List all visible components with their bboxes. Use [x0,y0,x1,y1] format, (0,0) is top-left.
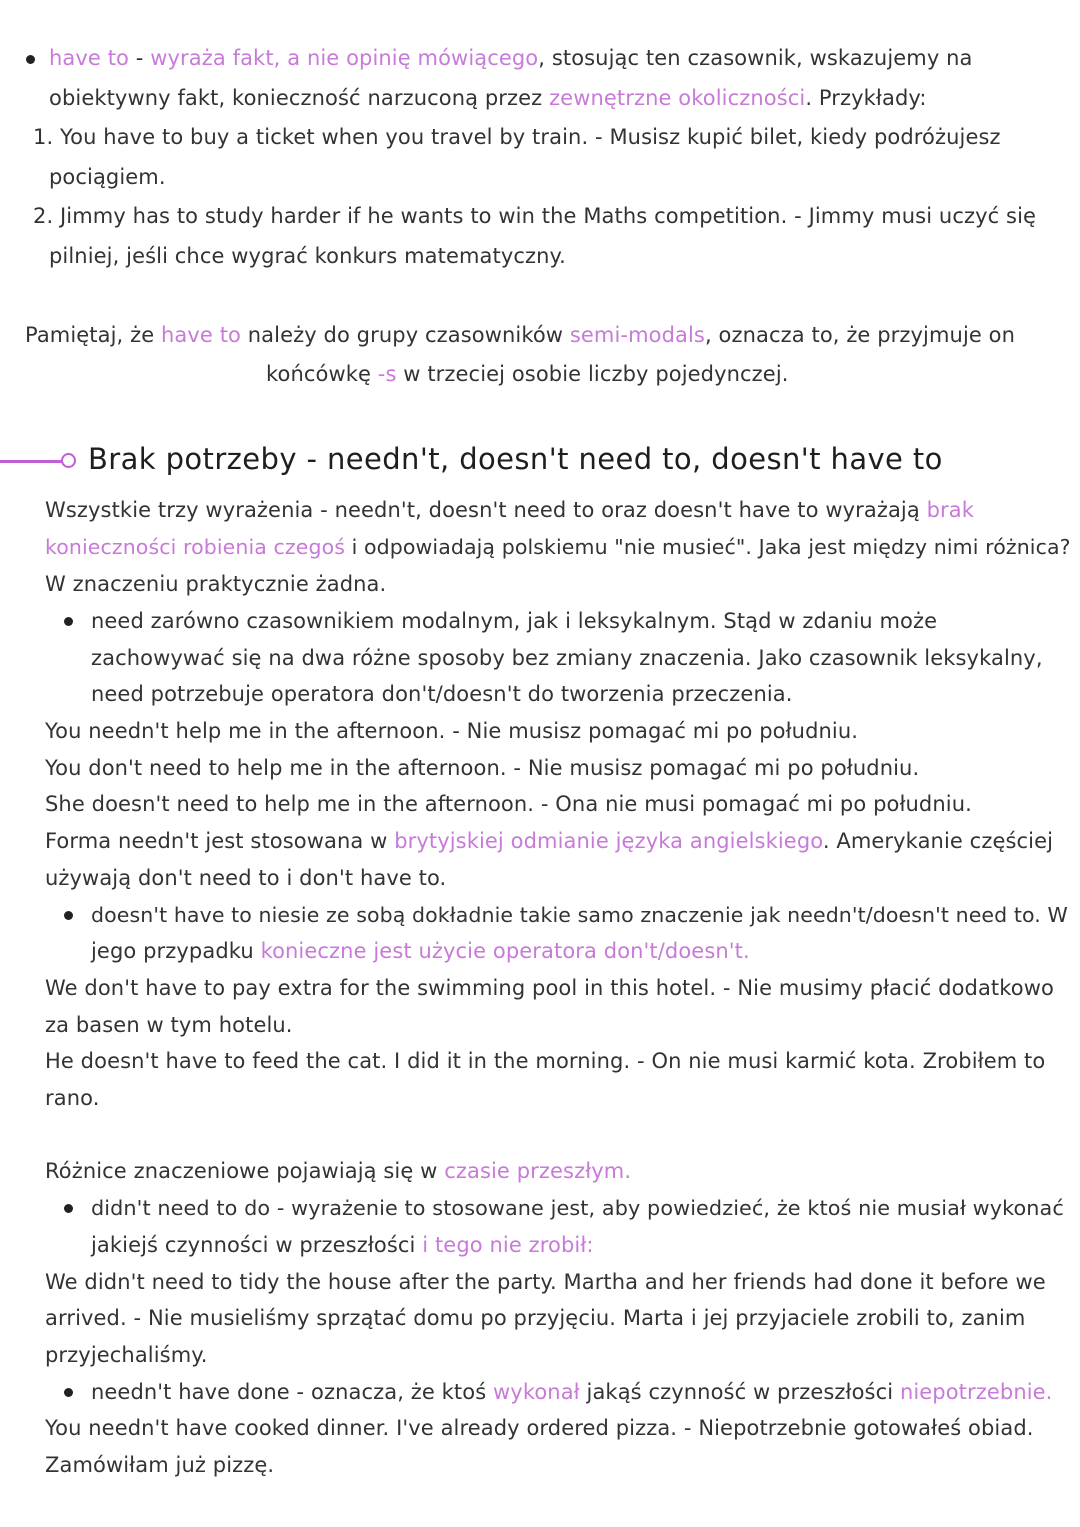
section-heading: Brak potrzeby - needn't, doesn't need to, doesn't have to [88,442,943,476]
form-line-1: Forma needn't jest stosowana w brytyjskiej odmianie języka angielskiego. Amerykanie częściej [45,829,1054,853]
example-2: 2. Jimmy has to study harder if he wants to win the Maths competition. - Jimmy musi uczyć się [33,204,1037,228]
note-line-1: Pamiętaj, że have to należy do grupy czasowników semi-modals, oznacza to, że przyjmuje on [25,323,1016,347]
didnt-need-bullet-1: didn't need to do - wyrażenie to stosowane jest, aby powiedzieć, że ktoś nie musiał wykonać [91,1196,1064,1220]
intro-line-3: W znaczeniu praktycznie żadna. [45,572,387,596]
example-g-cont: Zamówiłam już pizzę. [45,1453,275,1477]
example-f: We didn't need to tidy the house after the party. Martha and her friends had done it before we [45,1270,1046,1294]
need-bullet-3: need potrzebuje operatora don't/doesn't do tworzenia przeczenia. [91,682,793,706]
example-e: He doesn't have to feed the cat. I did it in the morning. - On nie musi karmić kota. Zrobiłem to [45,1049,1046,1073]
need-bullet-2: zachowywać się na dwa różne sposoby bez zmiany znaczenia. Jako czasownik leksykalny, [91,646,1043,670]
example-c: She doesn't need to help me in the afternoon. - Ona nie musi pomagać mi po południu. [45,792,972,816]
neednt-have-done-bullet: needn't have done - oznacza, że ktoś wykonał jakąś czynność w przeszłości niepotrzebnie. [91,1380,1053,1404]
example-d-cont: za basen w tym hotelu. [45,1013,293,1037]
doesnt-have-to-bullet-1: doesn't have to niesie ze sobą dokładnie takie samo znaczenie jak needn't/doesn't need to. W [91,903,1068,927]
need-bullet-1: need zarówno czasownikiem modalnym, jak i leksykalnym. Stąd w zdaniu może [91,609,938,633]
have-to-definition-line-2: obiektywny fakt, konieczność narzuconą przez zewnętrzne okoliczności. Przykłady: [49,86,927,110]
bullet-dot [64,617,73,626]
example-f-cont-2: przyjechaliśmy. [45,1343,208,1367]
example-f-cont: arrived. - Nie musieliśmy sprzątać domu po przyjęciu. Marta i jej przyjaciele zrobili to, zanim [45,1306,1026,1330]
highlight-external: zewnętrzne okoliczności [549,86,806,110]
highlight-fact: wyraża fakt, a nie opinię mówiącego [150,46,539,70]
example-d: We don't have to pay extra for the swimming pool in this hotel. - Nie musimy płacić dodatkowo [45,976,1054,1000]
example-1: 1. You have to buy a ticket when you travel by train. - Musisz kupić bilet, kiedy podróżujesz [33,125,1001,149]
didnt-need-bullet-2: jakiejś czynności w przeszłości i tego nie zrobił: [91,1233,594,1257]
note-line-2: końcówkę -s w trzeciej osobie liczby pojedynczej. [266,362,789,386]
intro-line-2: konieczności robienia czegoś i odpowiadają polskiemu "nie musieć". Jaka jest między nimi różnica? [45,535,1071,559]
example-a: You needn't help me in the afternoon. - Nie musisz pomagać mi po południu. [45,719,859,743]
example-2-cont: pilniej, jeśli chce wygrać konkurs matematyczny. [49,244,566,268]
example-g: You needn't have cooked dinner. I've already ordered pizza. - Niepotrzebnie gotowałeś obiad. [45,1416,1034,1440]
heading-circle [61,453,76,468]
example-e-cont: rano. [45,1086,100,1110]
bullet-dot [64,911,73,920]
differences-line: Różnice znaczeniowe pojawiają się w czasie przeszłym. [45,1159,632,1183]
intro-line-1: Wszystkie trzy wyrażenia - needn't, doesn't need to oraz doesn't have to wyrażają brak [45,498,975,522]
doesnt-have-to-bullet-2: jego przypadku konieczne jest użycie operatora don't/doesn't. [91,939,750,963]
heading-line [0,460,62,463]
example-1-cont: pociągiem. [49,165,166,189]
example-b: You don't need to help me in the afternoon. - Nie musisz pomagać mi po południu. [45,756,920,780]
have-to-definition-line: have to - wyraża fakt, a nie opinię mówiącego, stosując ten czasownik, wskazujemy na [49,46,973,70]
bullet-dot [26,55,35,64]
form-line-2: używają don't need to i don't have to. [45,866,447,890]
bullet-dot [64,1388,73,1397]
term-have-to: have to [49,46,129,70]
bullet-dot [64,1204,73,1213]
